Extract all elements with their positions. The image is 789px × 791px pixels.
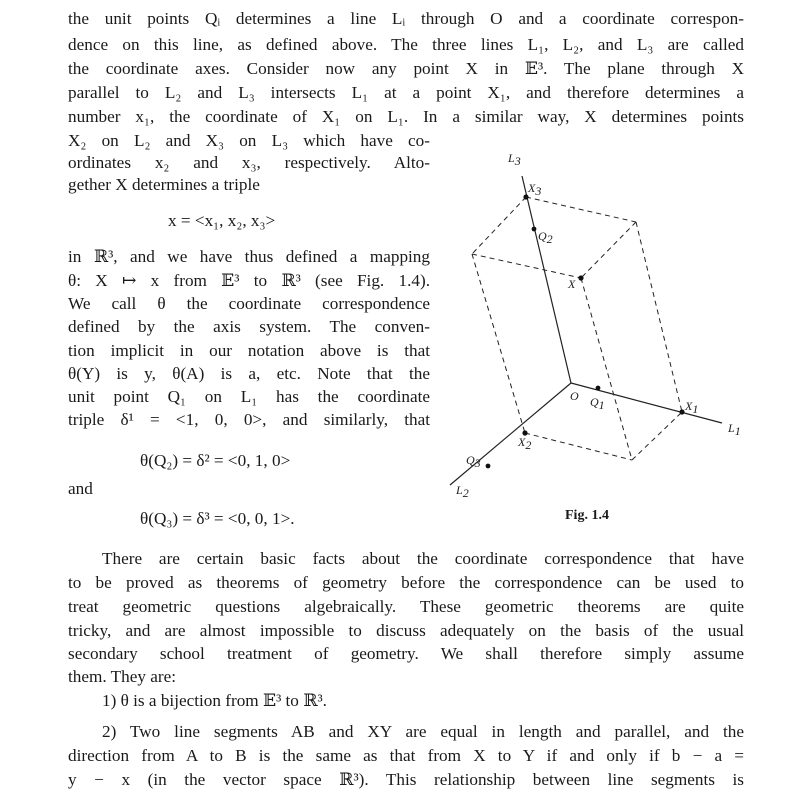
label-l3: L3: [508, 151, 521, 168]
text-line: gether X determines a triple: [68, 175, 260, 194]
text-line: the coordinate axes. Consider now any point X in 𝔼³. The plane through X: [68, 59, 744, 78]
label-x1: X1: [685, 399, 699, 416]
text-line: dence on this line, as defined above. The three lines L₁, L₂, and L₃ are called: [68, 35, 744, 54]
text-line: tion implicit in our notation above is that: [68, 341, 430, 360]
text-line: to be proved as theorems of geometry before the correspondence can be used to: [68, 573, 744, 592]
word-and: and: [68, 479, 93, 498]
label-q3: Q3: [466, 453, 481, 470]
text-line: We call θ the coordinate correspondence: [68, 294, 430, 313]
display-equation-q2: θ(Q₂) = δ² = <0, 1, 0>: [140, 451, 291, 470]
text-line: parallel to L₂ and L₃ intersects L₁ at a point X₁, and therefore determines a: [68, 83, 744, 102]
label-x3: X3: [528, 181, 542, 198]
label-x2: X2: [518, 435, 532, 452]
label-q1: Q1: [590, 395, 605, 412]
text-line: in ℝ³, and we have thus defined a mapping: [68, 247, 430, 266]
axis-l3: [522, 176, 571, 383]
list-item-1: 1) θ is a bijection from 𝔼³ to ℝ³.: [102, 691, 327, 710]
point-q1: [596, 386, 601, 391]
label-x: X: [568, 277, 576, 291]
figure-caption: Fig. 1.4: [565, 508, 609, 523]
text-line: θ(Y) is y, θ(A) is a, etc. Note that the: [68, 364, 430, 383]
text-line: θ: X ↦ x from 𝔼³ to ℝ³ (see Fig. 1.4).: [68, 271, 430, 290]
label-l2: L2: [456, 483, 469, 500]
axis-l2: [450, 383, 571, 485]
text-line: tricky, and are almost impossible to discuss adequately on the basis of the usual: [68, 621, 744, 640]
text-line: ordinates x₂ and x₃, respectively. Alto-: [68, 153, 430, 172]
text-line: secondary school treatment of geometry. We shall therefore simply assume: [68, 644, 744, 663]
label-l1: L1: [728, 421, 741, 438]
point-x3: [523, 194, 528, 199]
display-equation-q3: θ(Q₃) = δ³ = <0, 0, 1>.: [140, 509, 295, 528]
text-line: There are certain basic facts about the coordinate correspondence that have: [102, 549, 744, 568]
text-line: X₂ on L₂ and X₃ on L₃ which have co-: [68, 131, 430, 150]
figure-1-4: [440, 140, 770, 530]
text-line: the unit points Qᵢ determines a line Lᵢ through O and a coordinate correspon-: [68, 9, 744, 28]
text-line: unit point Q₁ on L₁ has the coordinate: [68, 387, 430, 406]
point-x: [578, 275, 583, 280]
point-q2: [532, 227, 537, 232]
text-line: triple δ¹ = <1, 0, 0>, and similarly, that: [68, 410, 430, 429]
list-item-2-line: y − x (in the vector space ℝ³). This relationship between line segments is: [68, 770, 744, 789]
text-line: treat geometric questions algebraically. These geometric theorems are quite: [68, 597, 744, 616]
point-x1: [679, 409, 684, 414]
list-item-2-line: 2) Two line segments AB and XY are equal in length and parallel, and the: [102, 722, 744, 741]
text-line: them. They are:: [68, 667, 177, 686]
text-line: number x₁, the coordinate of X₁ on L₁. In a similar way, X determines points: [68, 107, 744, 126]
list-item-2-line: direction from A to B is the same as that from X to Y if and only if b − a =: [68, 746, 744, 765]
label-o: O: [570, 389, 579, 403]
text-line: defined by the axis system. The conven-: [68, 317, 430, 336]
label-q2: Q2: [538, 229, 553, 246]
display-equation-triple: x = <x₁, x₂, x₃>: [168, 211, 276, 230]
point-q3: [486, 464, 491, 469]
